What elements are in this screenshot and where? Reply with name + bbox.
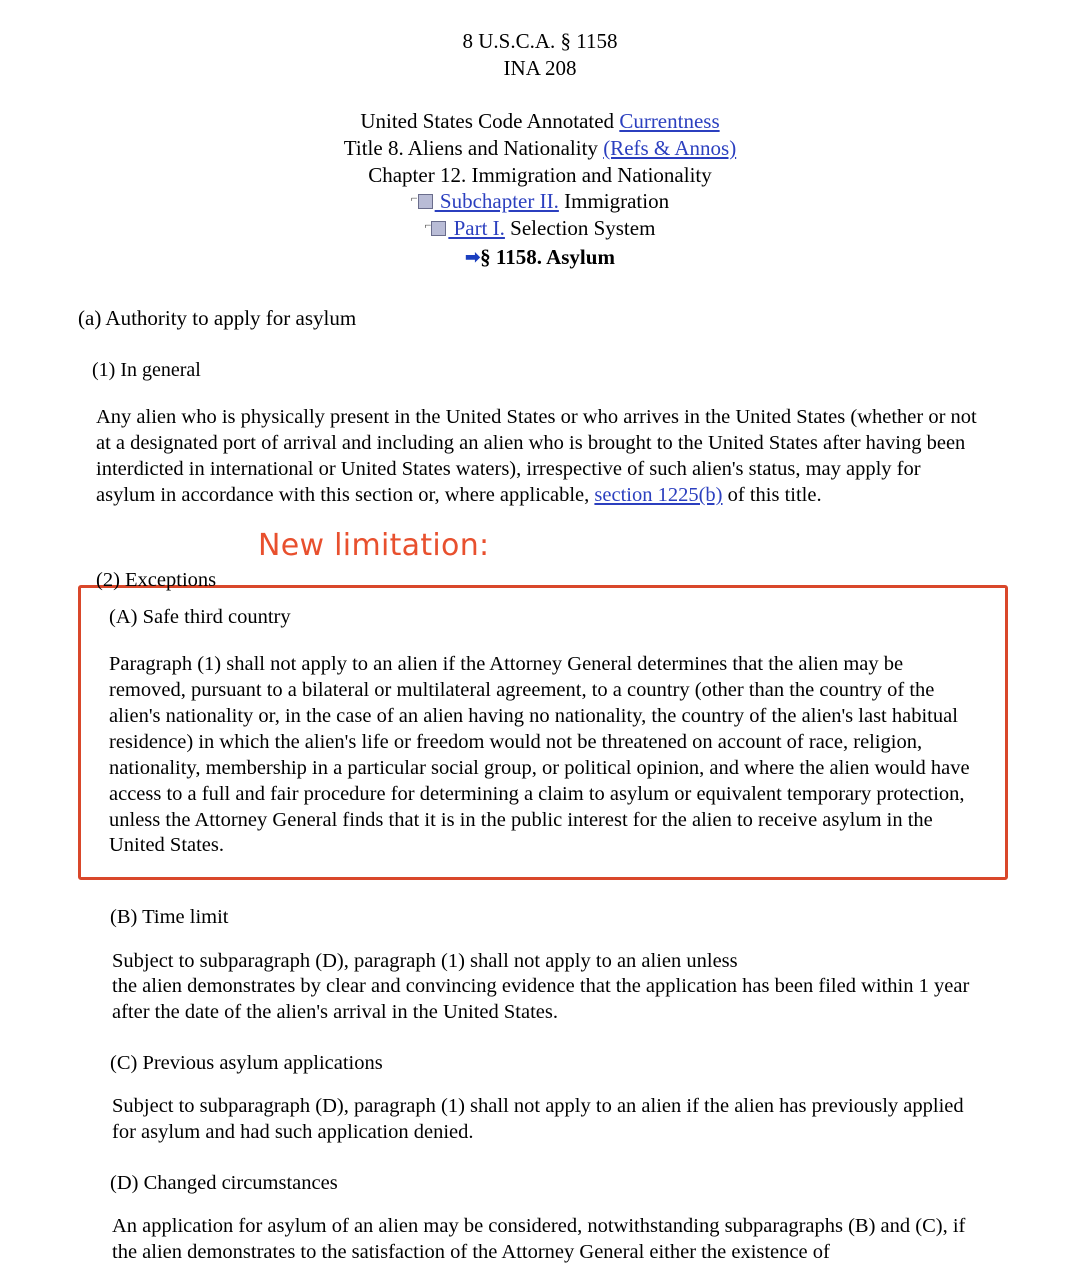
ina-line: INA 208 — [503, 55, 577, 80]
subparagraph-B-text — [112, 949, 984, 1026]
section-heading: § 1158. Asylum — [480, 245, 615, 270]
subchapter-label: Immigration — [558, 189, 670, 214]
part-label: Selection System — [504, 216, 656, 241]
highlight-box-safe-third-country — [78, 585, 1008, 881]
currentness-link[interactable]: Currentness — [619, 108, 720, 133]
subparagraph-B-text-line2: the alien demonstrates by clear and convincing evidence that the application has been filed within 1 year after the date of the alien's arrival in the United States. — [112, 975, 970, 1024]
subchapter-line — [0, 188, 1080, 215]
chapter-line: Chapter 12. Immigration and Nationality — [368, 162, 712, 187]
subparagraph-B-label: (B) Time limit — [110, 906, 229, 929]
tree-corner-icon: ⌐ — [410, 191, 418, 206]
handwritten-annotation: New limitation: — [258, 527, 490, 563]
title-label: Title 8. Aliens and Nationality — [343, 135, 604, 160]
tree-corner-icon-2: ⌐ — [424, 218, 432, 233]
subsection-a-label: (a) Authority to apply for asylum — [78, 306, 357, 330]
subparagraph-A-text: Paragraph (1) shall not apply to an alien if the Attorney General determines that the alien may be removed, pursuant to a bilateral or multilateral agreement, to a country (other than the country of the alien's nationality or, in the case of an alien having no nationality, the country of the alien's last habitual residence) in which the alien's life or freedom would not be threatened on account of race, religion, nationality, membership in a particular social group, or political opinion, and where the alien would have access to a full and fair procedure for determining a claim to asylum or equivalent temporary protection, unless the Attorney General finds that it is in the public interest for the alien to receive asylum in the United States. — [109, 653, 970, 857]
subparagraph-C-text: Subject to subparagraph (D), paragraph (1) shall not apply to an alien if the alien has previously applied for asylum and had such application denied. — [112, 1095, 964, 1144]
section-heading-line — [0, 244, 1080, 271]
paragraph-1-text — [96, 405, 984, 508]
section-1225b-link[interactable]: section 1225(b) — [594, 483, 723, 506]
document-body — [0, 305, 1080, 1266]
subparagraph-D-label: (D) Changed circumstances — [110, 1172, 338, 1194]
subchapter-link[interactable]: Subchapter II. — [434, 189, 559, 214]
document-header — [0, 0, 1080, 271]
source-label: United States Code Annotated — [360, 108, 620, 133]
paragraph-1-text-body: Any alien who is physically present in the United States or who arrives in the United States (whether or not at a designated port of arrival and including an alien who is brought to the United States after having been interdicted in international or United States waters), irrespective of such alien's status, may apply for asylum in accordance with this section or, where applicable, — [96, 406, 977, 506]
part-link[interactable]: Part I. — [448, 216, 505, 241]
paragraph-2-label: (2) Exceptions — [96, 568, 217, 591]
exceptions-row — [0, 527, 1080, 591]
subparagraph-D-text: An application for asylum of an alien may be considered, notwithstanding subparagraphs (B) and (C), if the alien demonstrates to the satisfaction of the Attorney General either the existence of — [112, 1215, 966, 1264]
book-icon — [418, 194, 433, 209]
subparagraph-C-label: (C) Previous asylum applications — [110, 1052, 383, 1075]
paragraph-1-label: (1) In general — [92, 358, 201, 381]
refs-annos-link[interactable]: (Refs & Annos) — [603, 135, 737, 160]
arrow-right-icon: ➡ — [465, 247, 481, 268]
source-line — [0, 108, 1080, 135]
subparagraph-B-text-line1: Subject to subparagraph (D), paragraph (1) shall not apply to an alien unless — [112, 949, 738, 972]
book-icon-2 — [431, 221, 446, 236]
subparagraph-A-label: (A) Safe third country — [109, 605, 291, 628]
part-line — [0, 215, 1080, 242]
title-line — [0, 135, 1080, 162]
citation-line: 8 U.S.C.A. § 1158 — [462, 29, 618, 53]
paragraph-1-text-tail: of this title. — [722, 483, 822, 506]
